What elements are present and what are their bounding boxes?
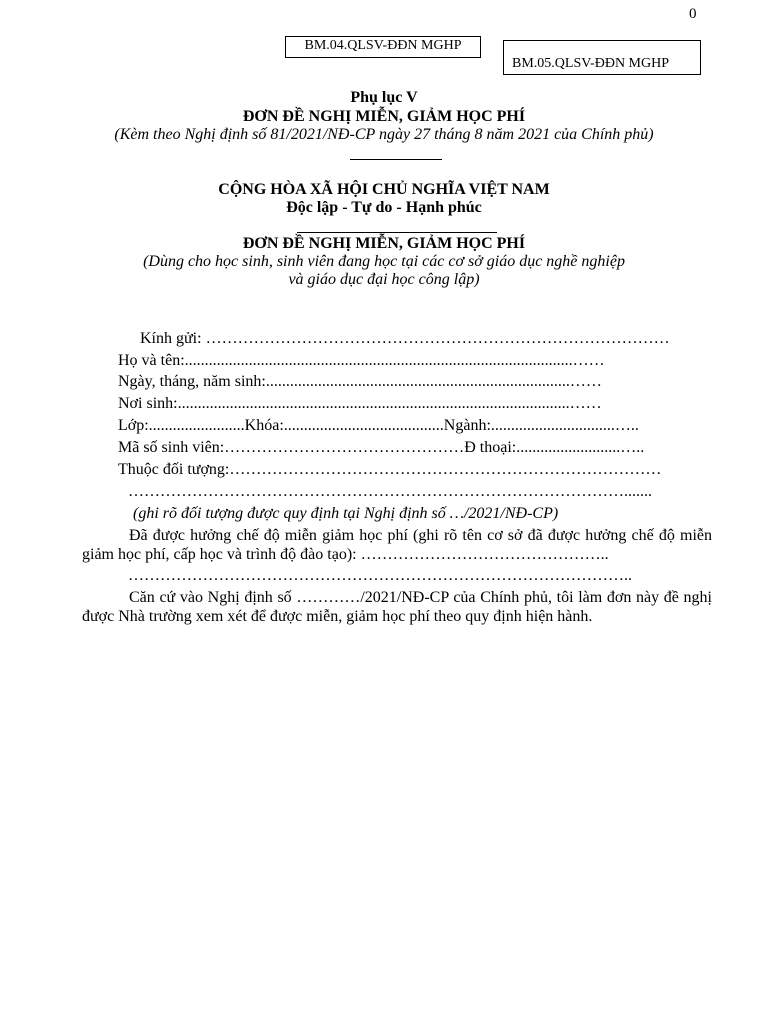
appendix-title: ĐƠN ĐỀ NGHỊ MIỄN, GIẢM HỌC PHÍ xyxy=(242,108,526,125)
form-code-box-1: BM.04.QLSV-ĐĐN MGHP xyxy=(285,36,481,58)
place-of-birth-field[interactable]: Nơi sinh:..................................................................................................…… xyxy=(118,395,602,412)
appendix-subtitle: (Kèm theo Nghị định số 81/2021/NĐ-CP ngày 27 tháng 8 năm 2021 của Chính phủ) xyxy=(114,126,654,143)
page-number: 0 xyxy=(689,6,697,22)
request-paragraph: Căn cứ vào Nghị định số …………/2021/NĐ-CP của Chính phủ, tôi làm đơn này đề nghị được Nhà trường xem xét để được miễn, giảm học phí theo quy định hiện hành. xyxy=(82,589,712,625)
exemption-history-paragraph: Đã được hưởng chế độ miễn giảm học phí (ghi rõ tên cơ sở đã được hưởng chế độ miễn giảm học phí, cấp học và trình độ đào tạo): ……………………………………….. xyxy=(82,527,712,563)
appendix-divider xyxy=(350,159,442,160)
kinh-gui-field[interactable]: Kính gửi: …………………………………………………………………………… xyxy=(140,330,670,347)
form-usage-note-2: và giáo dục đại học công lập) xyxy=(288,271,480,288)
appendix-label: Phụ lục V xyxy=(350,89,418,106)
exemption-history-continuation[interactable]: ………………………………………………………………………………….. xyxy=(128,567,632,584)
class-course-major-field[interactable]: Lớp:........................Khóa:........................................Ngành:...............................….. xyxy=(118,417,639,434)
full-name-field[interactable]: Họ và tên:.................................................................................................…… xyxy=(118,352,605,369)
form-title: ĐƠN ĐỀ NGHỊ MIỄN, GIẢM HỌC PHÍ xyxy=(242,235,526,252)
national-title: CỘNG HÒA XÃ HỘI CHỦ NGHĨA VIỆT NAM xyxy=(218,181,550,198)
student-id-phone-field[interactable]: Mã số sinh viên:………………………………………Đ thoại:..........................….. xyxy=(118,439,645,456)
national-motto: Độc lập - Tự do - Hạnh phúc xyxy=(286,199,482,216)
target-group-continuation[interactable]: …………………………………………………………………………………....... xyxy=(128,483,652,500)
form-usage-note-1: (Dùng cho học sinh, sinh viên đang học tại các cơ sở giáo dục nghề nghiệp xyxy=(143,253,625,270)
motto-underline xyxy=(297,232,497,233)
date-of-birth-field[interactable]: Ngày, tháng, năm sinh:............................................................................…… xyxy=(118,373,602,390)
target-group-note: (ghi rõ đối tượng được quy định tại Nghị định số …/2021/NĐ-CP) xyxy=(133,505,559,522)
target-group-field[interactable]: Thuộc đối tượng:……………………………………………………………………… xyxy=(118,461,662,478)
form-code-box-2: BM.05.QLSV-ĐĐN MGHP xyxy=(503,40,701,75)
